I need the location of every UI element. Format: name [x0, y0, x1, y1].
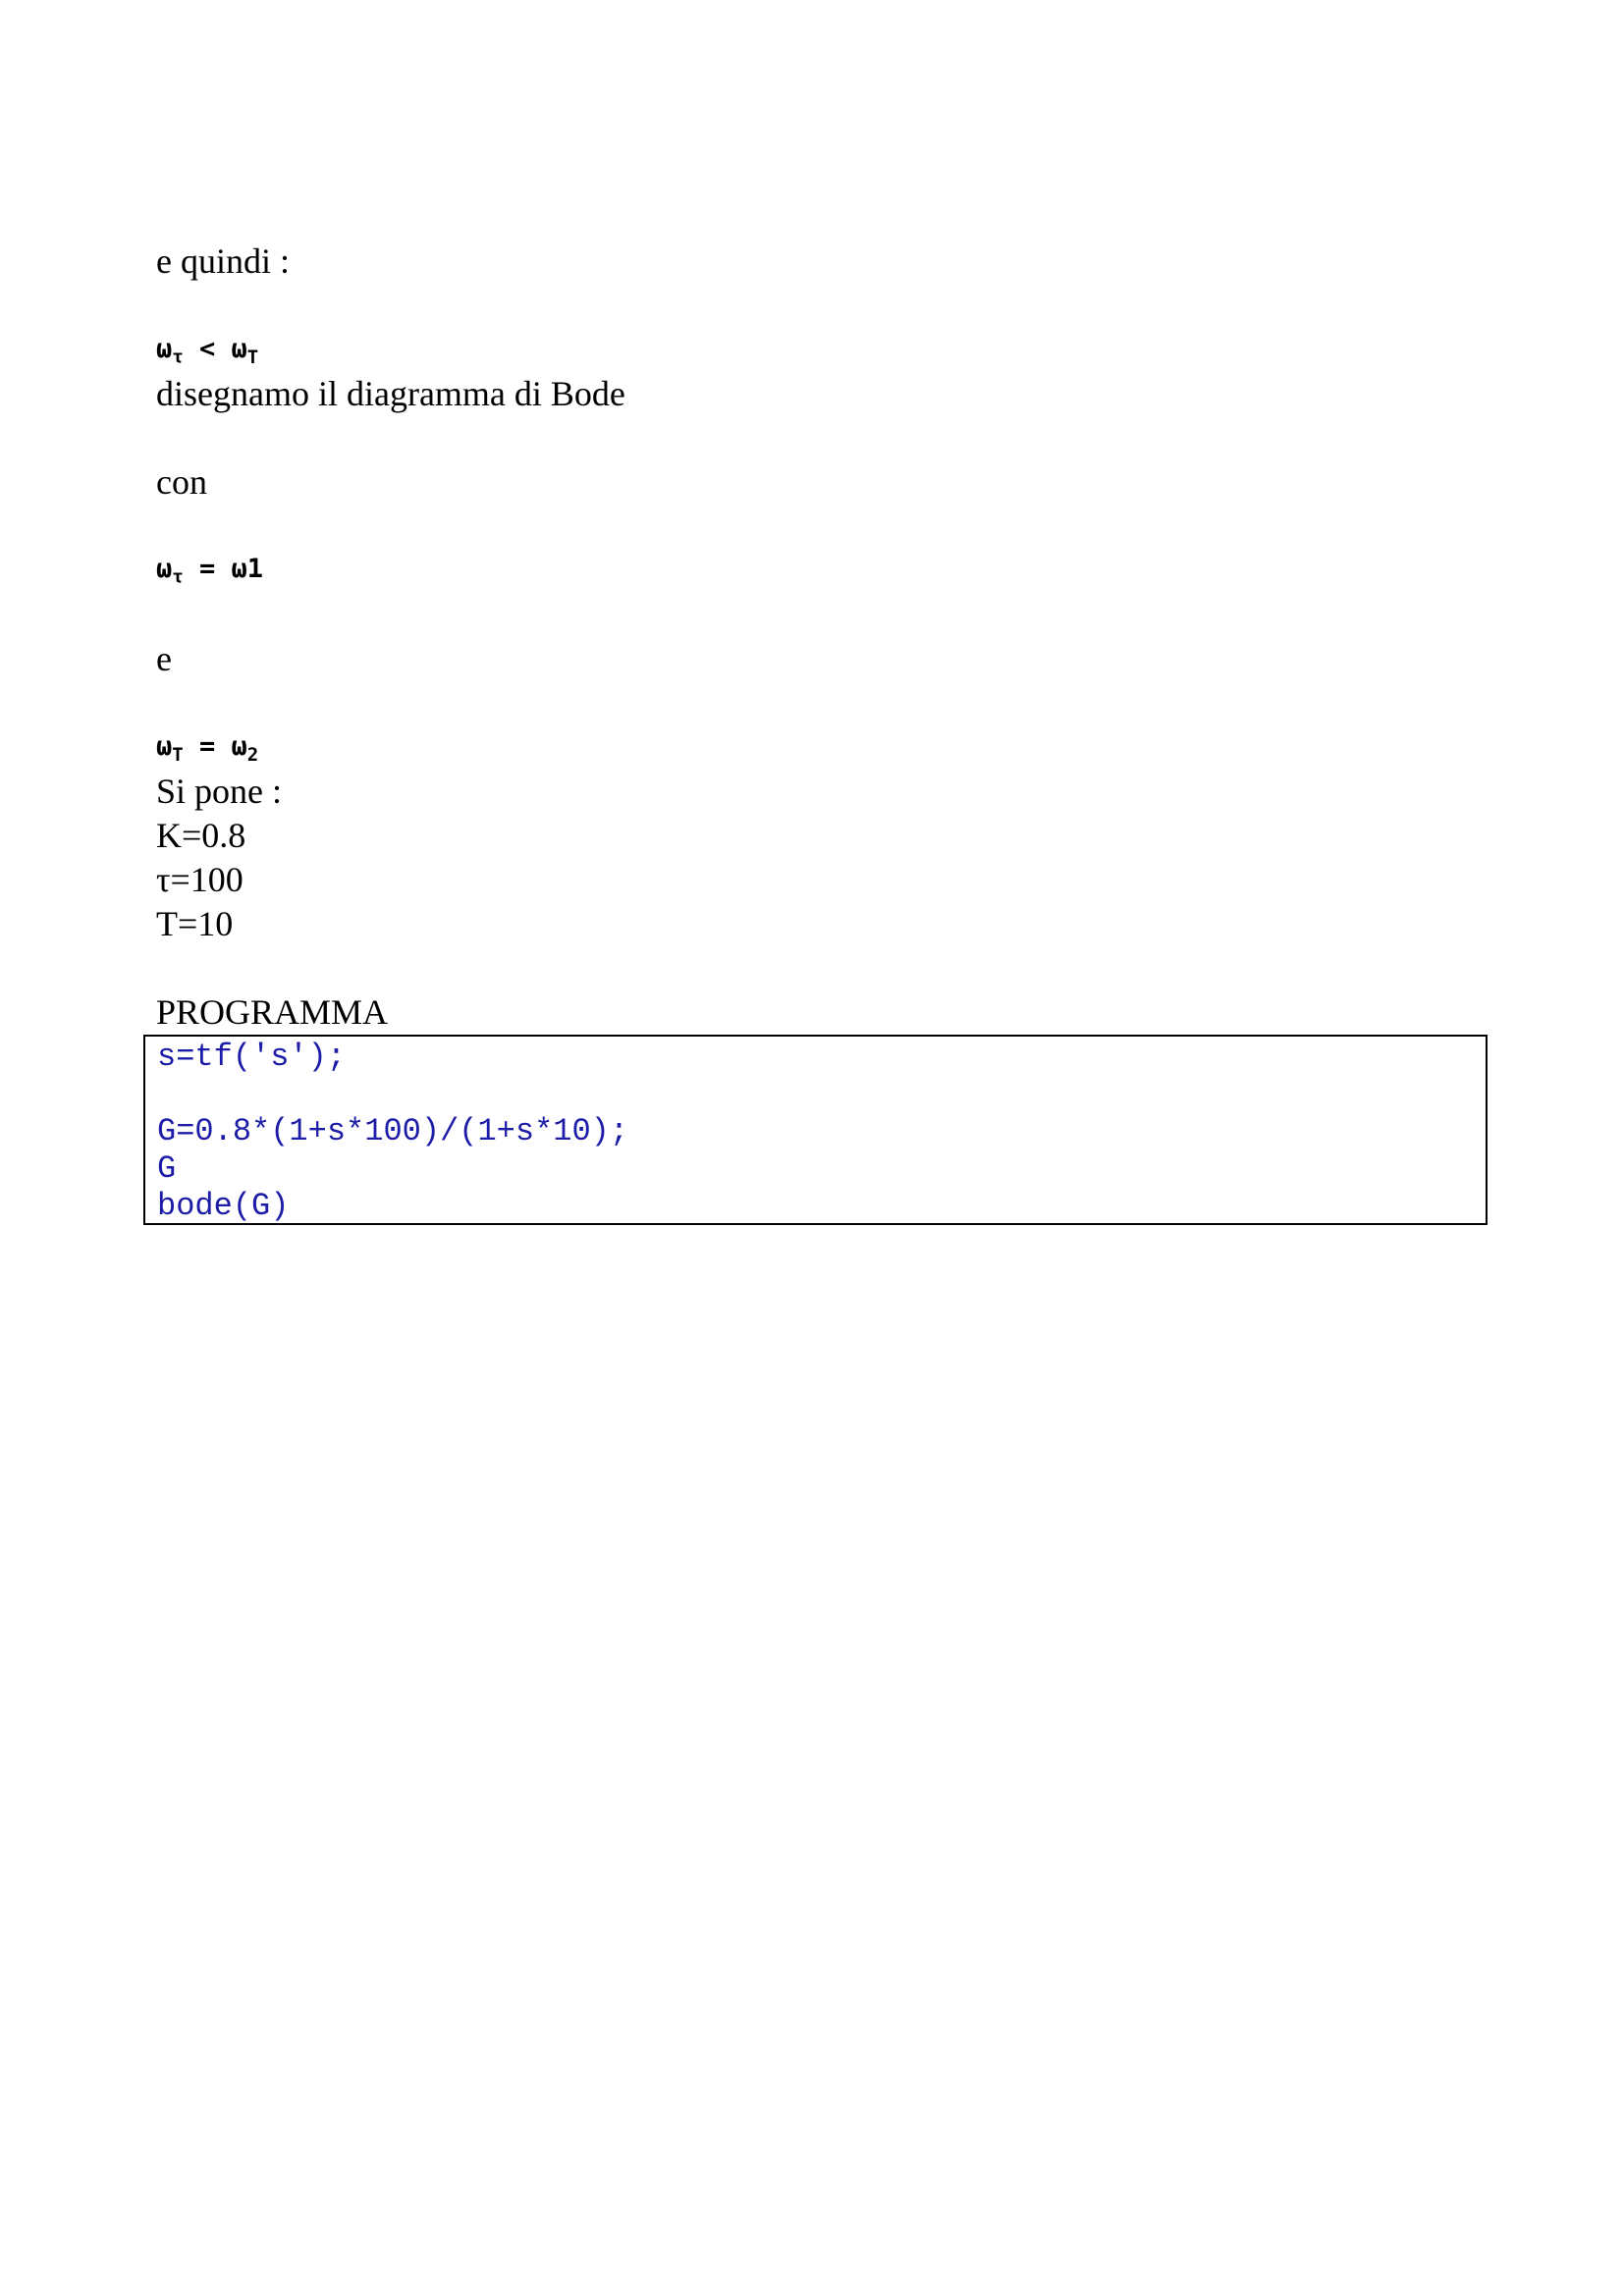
formula-operator: < [183, 334, 232, 364]
formula-subscript: T [246, 347, 259, 368]
code-line: G=0.8*(1+s*100)/(1+s*10); [157, 1113, 629, 1149]
formula-subscript: τ [172, 566, 184, 588]
formula-omega-tau-equals-omega1 [156, 550, 263, 589]
formula-omega-tau-less-omega-t [156, 330, 258, 369]
code-line: G [157, 1150, 177, 1187]
code-line: s=tf('s'); [157, 1039, 347, 1075]
tau-value-text: τ=100 [156, 860, 243, 899]
formula-operator: = [183, 731, 232, 762]
formula-symbol: ω [156, 731, 173, 762]
formula-symbol: ω1 [231, 554, 264, 584]
t-value-text: T=10 [156, 904, 234, 943]
formula-subscript: T [172, 744, 184, 766]
k-value-text: K=0.8 [156, 816, 246, 855]
e-text: e [156, 639, 172, 678]
formula-symbol: ω [231, 731, 247, 762]
formula-symbol: ω [156, 334, 173, 364]
programma-heading: PROGRAMMA [156, 992, 389, 1032]
code-line: bode(G) [157, 1188, 290, 1224]
intro-text: e quindi : [156, 241, 290, 281]
formula-omega-t-equals-omega2 [156, 727, 258, 767]
si-pone-text: Si pone : [156, 772, 283, 811]
formula-symbol: ω [231, 334, 247, 364]
draw-bode-text: disegnamo il diagramma di Bode [156, 374, 625, 413]
formula-symbol: ω [156, 554, 173, 584]
code-block [143, 1035, 1488, 1225]
con-text: con [156, 462, 207, 502]
formula-operator: = [183, 554, 232, 584]
formula-subscript: 2 [246, 744, 259, 766]
formula-subscript: τ [172, 347, 184, 368]
